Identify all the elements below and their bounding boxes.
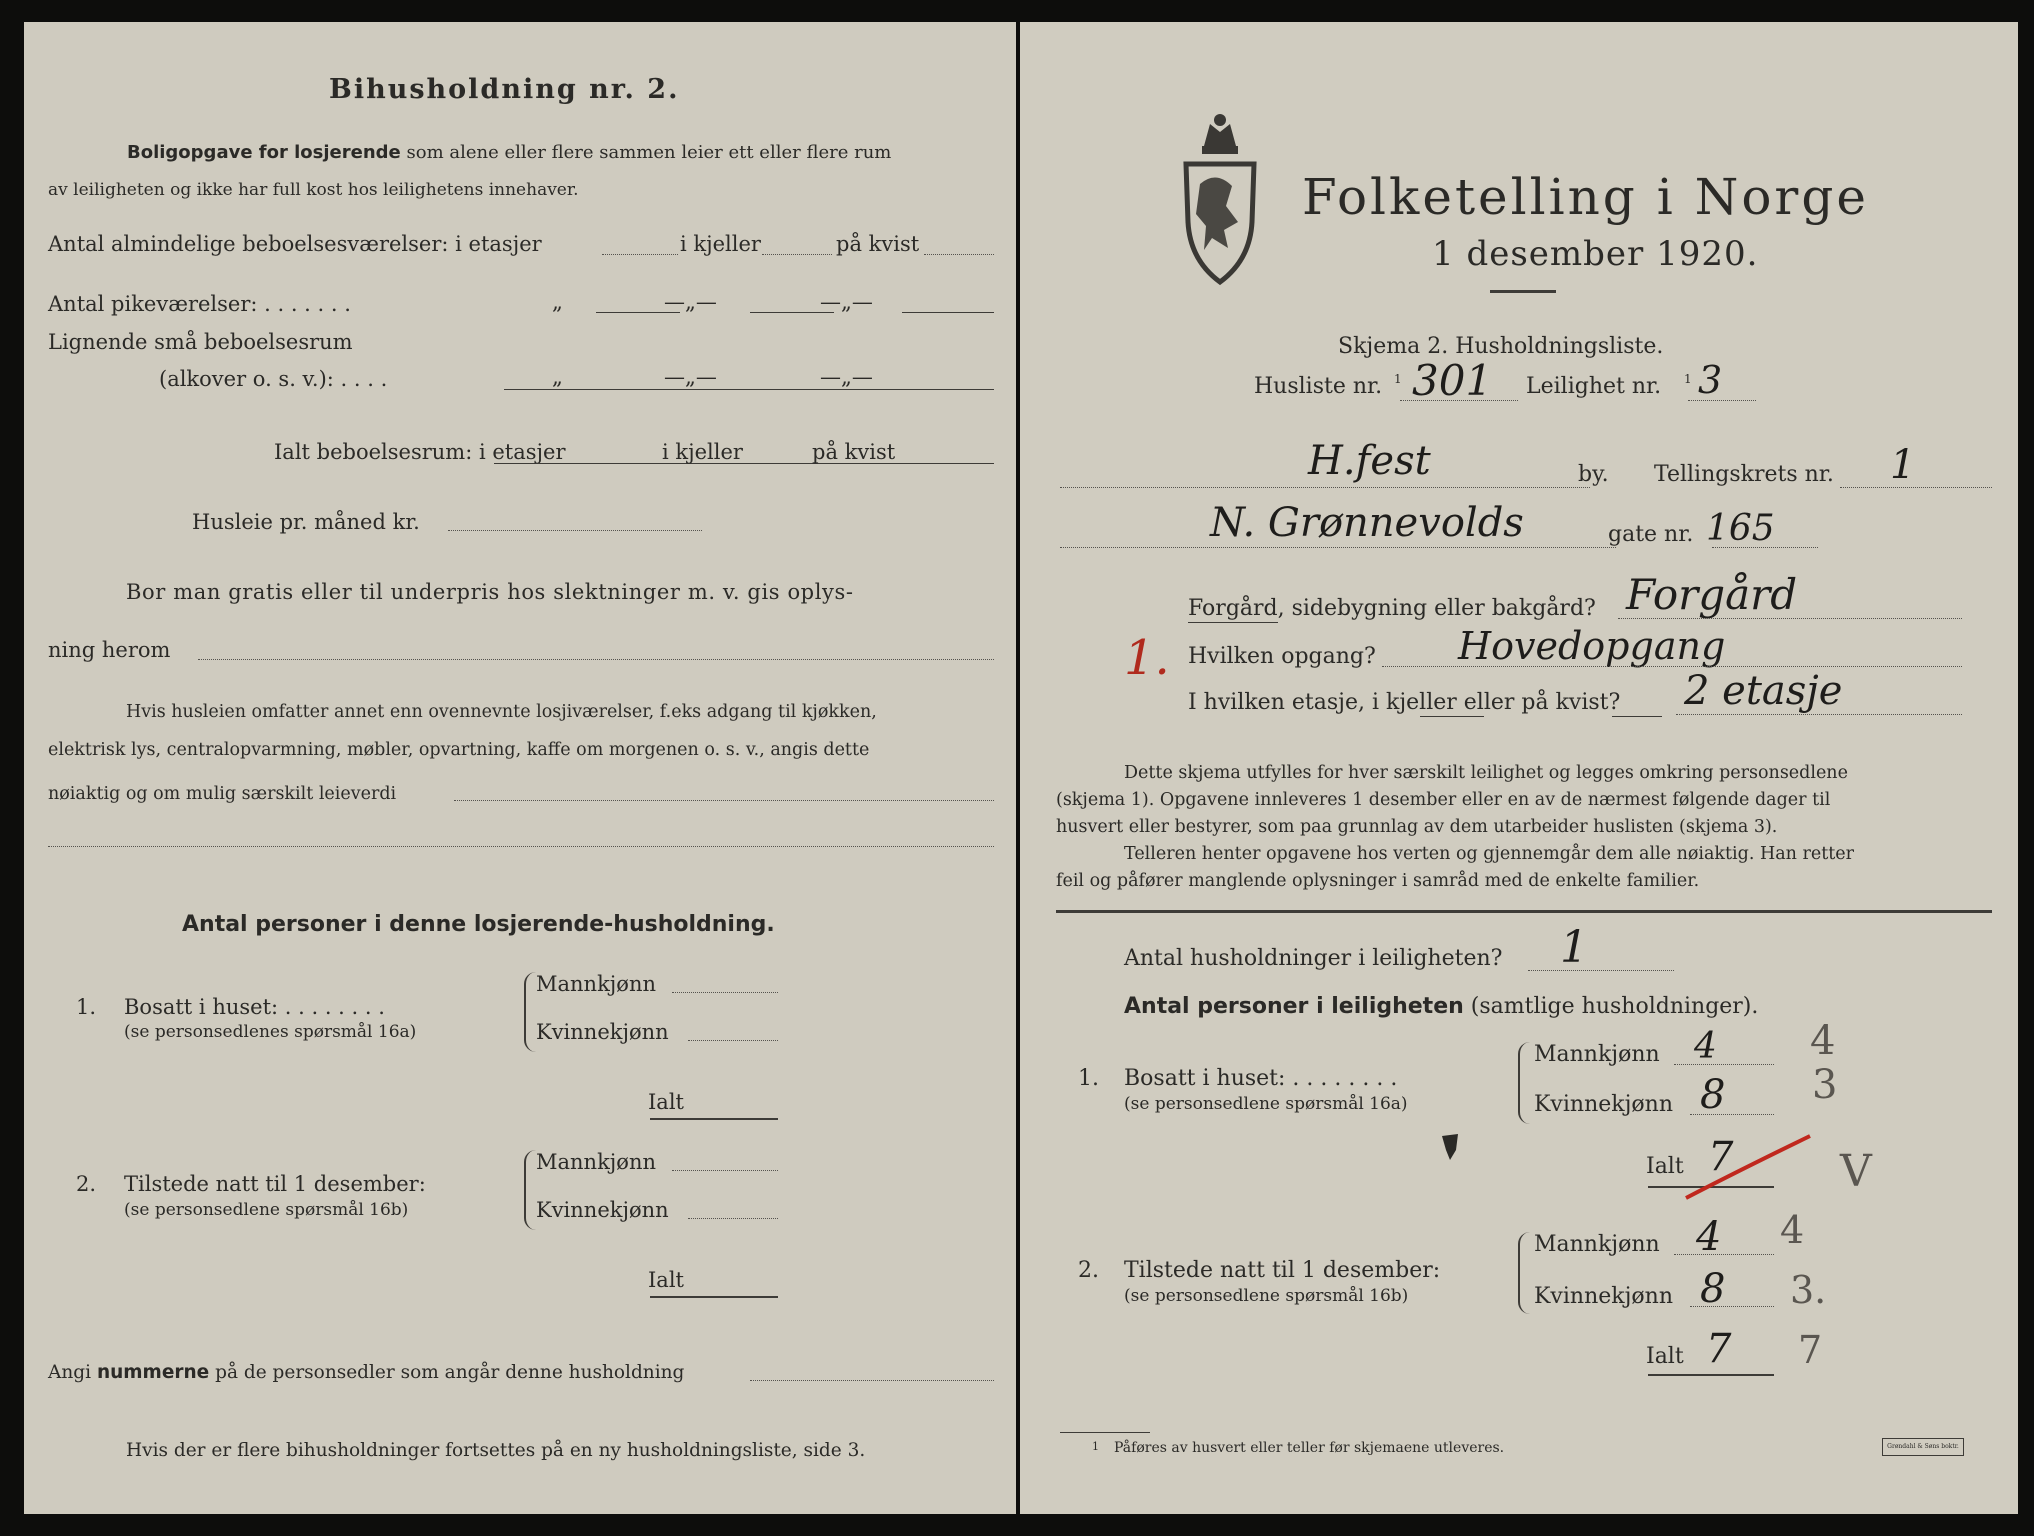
building-question: Forgård, sidebygning eller bakgård?: [1188, 596, 1596, 621]
total-rooms-label: Ialt beboelsesrum: i etasjer: [274, 440, 566, 464]
right-q1-female-value: 8: [1700, 1072, 1726, 1118]
rooms-basement-label: i kjeller: [680, 232, 761, 256]
numbers-field: [750, 1380, 994, 1381]
footnote-rule: [1060, 1432, 1150, 1433]
leilighet-value: 3: [1698, 358, 1723, 402]
right-q2-number: 2.: [1078, 1258, 1099, 1283]
maid-attic-field: [902, 312, 994, 313]
right-q2-female-value: 8: [1700, 1266, 1726, 1312]
right-q1-margin-male: 4: [1810, 1018, 1836, 1064]
title-rule: [1490, 290, 1556, 293]
right-q1-female-field: [1690, 1114, 1774, 1115]
persons-rest: (samtlige husholdninger).: [1470, 994, 1759, 1019]
right-q2-female-field: [1690, 1306, 1774, 1307]
margin-mark: 1.: [1124, 630, 1170, 686]
floor-kjeller-underline: [1420, 716, 1484, 717]
floor-value: 2 etasje: [1684, 668, 1843, 714]
ditto-6: —„—: [820, 365, 873, 389]
floor-kvist-underline: [1612, 716, 1662, 717]
rent-incl-3: nøiaktig og om mulig særskilt leieverdi: [48, 784, 397, 804]
gate-field: [1712, 547, 1818, 548]
total-rooms-field: [494, 463, 994, 464]
schema-label: Skjema 2. Husholdningsliste.: [1338, 334, 1664, 359]
intro-rest: som alene eller flere sammen leier ett eller flere rum: [406, 142, 892, 163]
rooms-floors-field: [602, 254, 678, 255]
left-page: [24, 22, 1016, 1514]
right-q2-total-label: Ialt: [1646, 1344, 1684, 1369]
free-field: [198, 659, 994, 660]
right-q1-male-label: Mannkjønn: [1534, 1042, 1660, 1067]
rent-field: [448, 530, 702, 531]
persons-bold: Antal personer i leiligheten: [1124, 994, 1464, 1019]
free-line-1: Bor man gratis eller til underpris hos slektninger m. v. gis oplys-: [126, 580, 854, 604]
maid-rooms-label: Antal pikeværelser: . . . . . . .: [48, 292, 351, 316]
street-field: [1060, 547, 1616, 548]
households-question: Antal husholdninger i leiligheten?: [1124, 946, 1503, 971]
left-q2-female-label: Kvinnekjønn: [536, 1198, 669, 1222]
left-title: Bihusholdning nr. 2.: [329, 74, 680, 105]
building-value: Forgård: [1626, 570, 1798, 619]
left-q2-male-label: Mannkjønn: [536, 1150, 657, 1174]
printer-stamp: Grøndahl & Søns boktr.: [1882, 1438, 1964, 1456]
left-q2-sub: (se personsedlene spørsmål 16b): [124, 1200, 409, 1220]
free-line-2: ning herom: [48, 638, 171, 662]
rent-incl-field: [454, 800, 994, 801]
left-q2-male-field: [672, 1170, 778, 1171]
left-q1-male-label: Mannkjønn: [536, 972, 657, 996]
left-q1-total-label: Ialt: [648, 1090, 684, 1114]
rent-incl-2: elektrisk lys, centralopvarmning, møbler, opvartning, kaffe om morgenen o. s. v., angis dette: [48, 740, 870, 760]
rooms-label: Antal almindelige beboelsesværelser: i etasjer: [48, 232, 542, 256]
right-q1-total-label: Ialt: [1646, 1154, 1684, 1179]
krets-value: 1: [1890, 442, 1916, 488]
building-underline: [1188, 622, 1278, 623]
intro-line-1: [127, 142, 891, 163]
entrance-field: [1382, 666, 1962, 667]
rent-incl-1: Hvis husleien omfatter annet enn ovennevnte losjiværelser, f.eks adgang til kjøkken,: [126, 702, 877, 722]
ditto-1: „: [552, 290, 563, 314]
left-q1-sub: (se personsedlenes spørsmål 16a): [124, 1022, 417, 1042]
right-page: [1020, 22, 2018, 1514]
similar-rooms-label: Lignende små beboelsesrum: [48, 330, 353, 354]
intro-line-2: av leiligheten og ikke har full kost hos leilighetens innehaver.: [48, 180, 579, 200]
rent-incl-field-2: [48, 846, 994, 847]
city-label: by.: [1578, 462, 1609, 487]
households-field: [1528, 970, 1674, 971]
instructions-rule: [1056, 910, 1992, 913]
left-footer: Hvis der er flere bihusholdninger fortsettes på en ny husholdningsliste, side 3.: [126, 1440, 866, 1461]
ditto-3: —„—: [820, 290, 873, 314]
ditto-2: —„—: [664, 290, 717, 314]
right-q1-male-value: 4: [1694, 1026, 1717, 1067]
left-q1-female-label: Kvinnekjønn: [536, 1020, 669, 1044]
instructions-5: feil og påfører manglende oplysninger i samråd med de enkelte familier.: [1056, 871, 1700, 891]
right-q2-male-label: Mannkjønn: [1534, 1232, 1660, 1257]
ink-blot-icon: [1438, 1132, 1462, 1162]
husliste-footnote-mark: 1: [1394, 372, 1402, 386]
rooms-basement-field: [762, 254, 832, 255]
instructions-4: Telleren henter opgavene hos verten og gjennemgår dem alle nøiaktig. Han retter: [1124, 844, 1855, 864]
instructions-2: (skjema 1). Opgavene innleveres 1 desember eller en av de nærmest følgende dager til: [1056, 790, 1831, 810]
right-q1-margin-check: V: [1840, 1146, 1872, 1197]
leilighet-label: Leilighet nr.: [1526, 374, 1662, 399]
right-q1-margin-female: 3: [1812, 1062, 1838, 1108]
right-q2-brace: [1518, 1232, 1532, 1314]
right-q2-male-value: 4: [1696, 1214, 1722, 1260]
total-basement-label: i kjeller: [662, 440, 743, 464]
street-value: N. Grønnevolds: [1210, 500, 1524, 546]
left-q1-number: 1.: [76, 995, 97, 1019]
krets-label: Tellingskrets nr.: [1654, 462, 1834, 487]
left-q2-total-field: [650, 1296, 778, 1298]
left-q1-total-field: [650, 1118, 778, 1120]
households-value: 1: [1560, 922, 1588, 973]
entrance-question: Hvilken opgang?: [1188, 644, 1376, 669]
left-q2-total-label: Ialt: [648, 1268, 684, 1292]
numbers-pre: Angi: [48, 1362, 92, 1383]
rooms-attic-field: [924, 254, 994, 255]
persons-line: [1124, 994, 1758, 1019]
right-q2-margin-total: 7: [1798, 1328, 1823, 1372]
entrance-value: Hovedopgang: [1458, 624, 1726, 668]
husliste-value: 301: [1412, 356, 1493, 405]
leilighet-footnote-mark: 1: [1684, 372, 1692, 386]
instructions-3: husvert eller bestyrer, som paa grunnlag av dem utarbeider huslisten (skjema 3).: [1056, 817, 1778, 837]
rent-label: Husleie pr. måned kr.: [192, 510, 420, 534]
right-q1-male-field: [1674, 1064, 1774, 1065]
right-q2-female-label: Kvinnekjønn: [1534, 1284, 1673, 1309]
right-q2-total-field: [1648, 1374, 1774, 1376]
right-q1-female-label: Kvinnekjønn: [1534, 1092, 1673, 1117]
ditto-4: „: [552, 365, 563, 389]
krets-field: [1840, 487, 1992, 488]
right-q1-number: 1.: [1078, 1066, 1099, 1091]
left-q1-female-field: [688, 1040, 778, 1041]
alcoves-field: [504, 389, 994, 390]
persons-heading: Antal personer i denne losjerende-husholdning.: [182, 912, 775, 937]
right-q1-total-value: 7: [1708, 1134, 1734, 1180]
building-field: [1618, 618, 1962, 619]
leilighet-field: [1688, 400, 1756, 401]
right-q1-sub: (se personsedlene spørsmål 16a): [1124, 1094, 1408, 1114]
strike-mark-icon: [1680, 1128, 1820, 1208]
husliste-field: [1400, 400, 1518, 401]
right-q2-margin-male: 4: [1780, 1208, 1805, 1252]
right-date: 1 desember 1920.: [1432, 234, 1759, 274]
footnote-mark: 1: [1092, 1440, 1099, 1453]
city-field: [1060, 487, 1590, 488]
left-q1-male-field: [672, 992, 778, 993]
right-q2-margin-female: 3.: [1790, 1268, 1827, 1312]
floor-question: I hvilken etasje, i kjeller eller på kvist?: [1188, 690, 1621, 715]
numbers-bold: nummerne: [96, 1362, 210, 1383]
numbers-line: [48, 1362, 684, 1383]
right-q2-total-value: 7: [1706, 1326, 1732, 1372]
right-q2-male-field: [1674, 1254, 1774, 1255]
right-q2-label: Tilstede natt til 1 desember:: [1124, 1258, 1441, 1283]
gate-label: gate nr.: [1608, 522, 1694, 547]
alcoves-label: (alkover o. s. v.): . . . .: [159, 367, 388, 391]
left-q2-label: Tilstede natt til 1 desember:: [124, 1172, 426, 1196]
rooms-attic-label: på kvist: [836, 232, 920, 256]
floor-field: [1676, 714, 1962, 715]
right-title: Folketelling i Norge: [1302, 168, 1869, 226]
right-q1-brace: [1518, 1042, 1532, 1124]
gate-value: 165: [1706, 508, 1775, 549]
footnote-text: Påføres av husvert eller teller før skjemaene utleveres.: [1114, 1440, 1505, 1456]
intro-bold: Boligopgave for losjerende: [127, 142, 401, 163]
left-q2-number: 2.: [76, 1172, 97, 1196]
right-q2-sub: (se personsedlene spørsmål 16b): [1124, 1286, 1409, 1306]
numbers-rest: på de personsedler som angår denne husholdning: [215, 1362, 685, 1383]
husliste-label: Husliste nr.: [1254, 374, 1383, 399]
total-attic-label: på kvist: [812, 440, 896, 464]
right-q1-label: Bosatt i huset: . . . . . . . .: [1124, 1066, 1398, 1091]
left-q1-label: Bosatt i huset: . . . . . . . .: [124, 995, 385, 1019]
city-value: H.fest: [1308, 438, 1431, 484]
ditto-5: —„—: [664, 365, 717, 389]
instructions-1: Dette skjema utfylles for hver særskilt leilighet og legges omkring personsedlene: [1124, 763, 1848, 783]
coat-of-arms-icon: [1180, 110, 1260, 288]
left-q2-female-field: [688, 1218, 778, 1219]
